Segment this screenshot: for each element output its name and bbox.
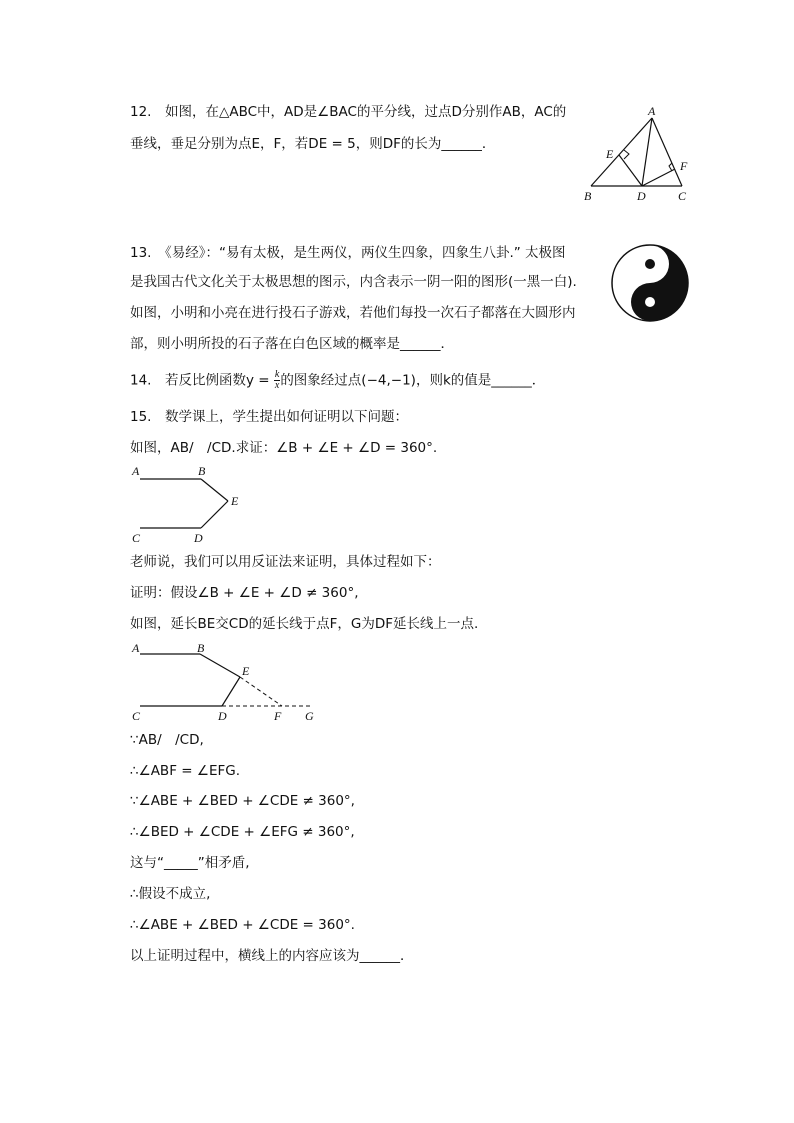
q15-text-line11: ∴假设不成立, [130, 886, 211, 902]
q15-figure-2 [128, 638, 328, 730]
right-angle-e [624, 150, 629, 159]
q15-text-line2: 如图，AB/ /CD.求证：∠B + ∠E + ∠D = 360°. [130, 440, 438, 456]
segment-ef-dashed [240, 677, 282, 706]
taiji-black-dot [645, 259, 655, 269]
q14-text-before: 14. 若反比例函数y = [130, 372, 274, 389]
segment-df [642, 169, 675, 186]
q13-text-line1: 13. 《易经》：“易有太极，是生两仪，两仪生四象，四象生八卦.” 太极图 [130, 245, 566, 261]
q15-text-line10: 这与“_____”相矛盾, [130, 855, 250, 871]
q13-text-line3: 如图，小明和小亮在进行投石子游戏，若他们每投一次石子都落在大圆形内 [130, 305, 576, 321]
label-c: C [132, 531, 141, 545]
q12-text-line1: 12. 如图，在△ABC中，AD是∠BAC的平分线，过点D分别作AB，AC的 [130, 104, 567, 120]
segment-ac [652, 118, 682, 186]
q15-text-line7: ∴∠ABF = ∠EFG. [130, 763, 240, 779]
label-d: D [194, 531, 203, 545]
segment-be [200, 654, 240, 677]
label-a: A [648, 104, 656, 118]
q12-triangle-figure [578, 104, 698, 208]
label-c: C [132, 709, 141, 723]
q14-text-after: 的图象经过点(−4,−1)，则k的值是______． [280, 372, 546, 389]
label-e: E [606, 147, 614, 161]
q15-text-line12: ∴∠ABE + ∠BED + ∠CDE = 360°. [130, 917, 355, 933]
q15-text-line5: 如图，延长BE交CD的延长线于点F，G为DF延长线上一点. [130, 616, 479, 632]
label-f: F [680, 159, 688, 173]
label-b: B [198, 464, 206, 478]
segment-de [619, 155, 642, 186]
segment-be [201, 479, 228, 501]
q15-text-line6: ∵AB/ /CD, [130, 732, 204, 748]
taiji-white-dot [645, 297, 655, 307]
q15-text-line4: 证明：假设∠B + ∠E + ∠D ≠ 360°, [130, 585, 359, 601]
label-c: C [678, 189, 687, 203]
label-f: F [274, 709, 282, 723]
taiji-figure [609, 242, 691, 328]
q15-figure-1 [128, 462, 258, 551]
label-g: G [305, 709, 314, 723]
q12-text-line2: 垂线，垂足分别为点E，F，若DE = 5，则DF的长为______． [130, 136, 496, 152]
label-a: A [132, 464, 140, 478]
label-b: B [584, 189, 592, 203]
segment-ed [201, 501, 228, 528]
label-d: D [637, 189, 646, 203]
q15-text-line3: 老师说，我们可以用反证法来证明，具体过程如下： [130, 554, 441, 570]
q15-text-line8: ∵∠ABE + ∠BED + ∠CDE ≠ 360°, [130, 793, 355, 809]
q14-fraction-denominator: x [274, 380, 280, 391]
label-b: B [197, 641, 205, 655]
q13-text-line4: 部，则小明所投的石子落在白色区域的概率是______． [130, 336, 454, 352]
q14-fraction-numerator: k [274, 369, 280, 380]
label-a: A [132, 641, 140, 655]
label-e: E [231, 494, 239, 508]
segment-ed [222, 677, 240, 706]
q15-text-line13: 以上证明过程中，横线上的内容应该为______． [130, 948, 414, 964]
q15-text-line9: ∴∠BED + ∠CDE + ∠EFG ≠ 360°, [130, 824, 355, 840]
q13-text-line2: 是我国古代文化关于太极思想的图示，内含表示一阴一阳的图形(一黑一白). [130, 274, 577, 290]
segment-ab [591, 118, 652, 186]
right-angle-f [669, 163, 672, 171]
label-e: E [242, 664, 250, 678]
label-d: D [218, 709, 227, 723]
q14-text [130, 370, 545, 391]
q15-text-line1: 15. 数学课上，学生提出如何证明以下问题： [130, 409, 408, 425]
